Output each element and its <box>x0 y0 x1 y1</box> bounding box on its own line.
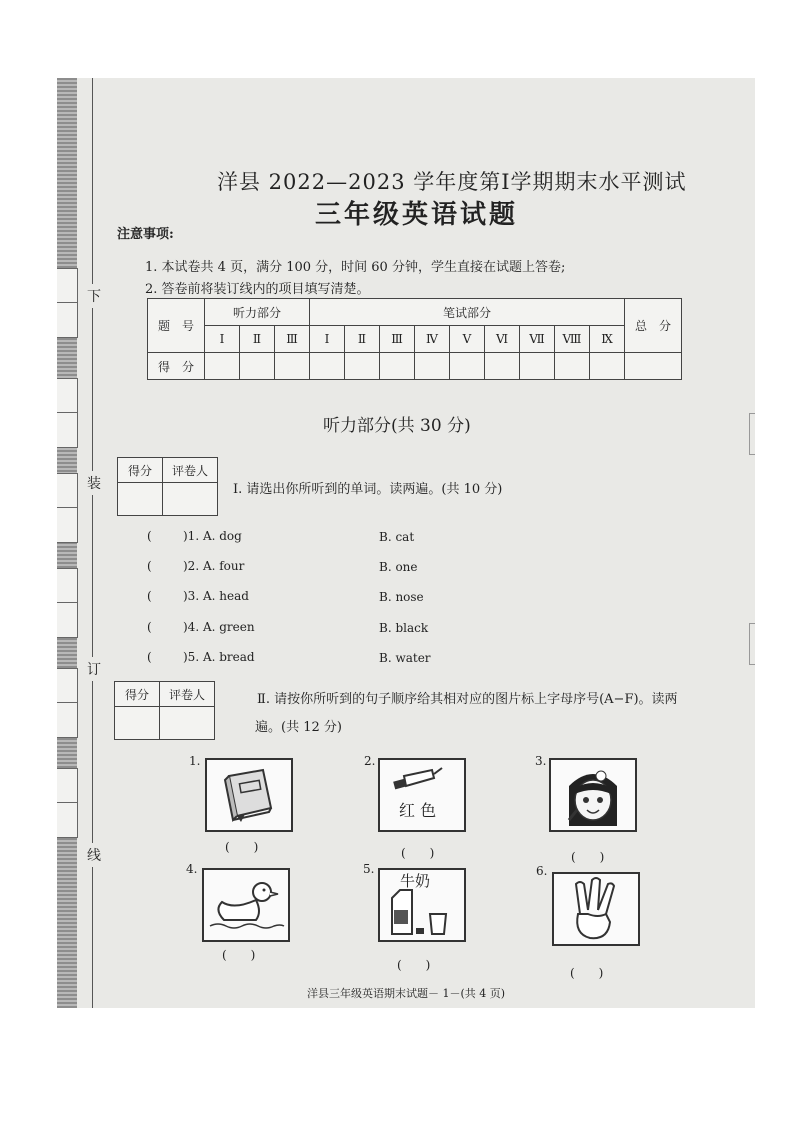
score-cell[interactable] <box>520 353 555 380</box>
grade-box-grader-cell[interactable] <box>160 707 215 740</box>
book-icon <box>207 760 291 830</box>
picture-number: 5. <box>363 862 375 876</box>
side-box <box>57 702 78 738</box>
score-cell[interactable] <box>485 353 520 380</box>
writing-col: Ⅰ <box>310 326 345 353</box>
picture-number: 4. <box>186 862 198 876</box>
picture-book <box>205 758 293 832</box>
score-cell[interactable] <box>590 353 625 380</box>
duck-icon <box>204 870 288 940</box>
answer-paren[interactable]: ( <box>147 559 152 573</box>
score-cell[interactable] <box>345 353 380 380</box>
section-title: 听力部分(共 30 分) <box>323 416 471 436</box>
part1-option-a: )1. A. dog <box>183 529 242 543</box>
part2-instruction-cont: 遍。(共 12 分) <box>255 720 342 735</box>
score-cell[interactable] <box>450 353 485 380</box>
picture-number: 3. <box>535 754 547 768</box>
row-label-question-number: 题 号 <box>148 299 205 353</box>
page-footer: 洋县三年级英语期末试题－ 1－(共 4 页) <box>307 987 506 1000</box>
part2-instruction: Ⅱ. 请按你所听到的句子顺序给其相对应的图片标上字母序号(A−F)。读两 <box>257 692 678 707</box>
answer-paren[interactable]: ( <box>147 589 152 603</box>
listening-col: Ⅲ <box>275 326 310 353</box>
writing-col: Ⅴ <box>450 326 485 353</box>
part1-option-b: B. water <box>379 651 431 665</box>
part1-instruction: Ⅰ. 请选出你所听到的单词。读两遍。(共 10 分) <box>233 482 503 497</box>
part1-option-a: )5. A. bread <box>183 650 255 664</box>
writing-col: Ⅱ <box>345 326 380 353</box>
grade-box-grader-cell[interactable] <box>163 483 218 516</box>
score-cell[interactable] <box>415 353 450 380</box>
picture-answer-paren[interactable]: ( ) <box>570 966 604 980</box>
picture-answer-paren[interactable]: ( ) <box>571 850 605 864</box>
answer-paren[interactable]: ( <box>147 620 152 634</box>
notes-heading: 注意事项: <box>117 227 174 242</box>
grade-box-score-label: 得分 <box>115 682 160 707</box>
picture-answer-paren[interactable]: ( ) <box>401 846 435 860</box>
side-box <box>57 768 78 804</box>
row-label-score: 得 分 <box>148 353 205 380</box>
listening-header: 听力部分 <box>205 299 310 326</box>
listening-col: Ⅱ <box>240 326 275 353</box>
side-box <box>57 302 78 338</box>
picture-answer-paren[interactable]: ( ) <box>225 840 259 854</box>
answer-paren[interactable]: ( <box>147 529 152 543</box>
part1-option-b: B. nose <box>379 590 424 604</box>
score-cell[interactable] <box>275 353 310 380</box>
three-fingers-icon <box>554 874 638 944</box>
side-box <box>57 412 78 448</box>
picture-answer-paren[interactable]: ( ) <box>222 948 256 962</box>
grade-box <box>114 681 215 740</box>
score-cell[interactable] <box>240 353 275 380</box>
picture-number: 6. <box>536 864 548 878</box>
part1-option-b: B. cat <box>379 530 415 544</box>
picture-duck <box>202 868 290 942</box>
part1-option-b: B. one <box>379 560 418 574</box>
score-cell[interactable] <box>310 353 345 380</box>
grade-box-score-cell[interactable] <box>118 483 163 516</box>
picture-three-fingers <box>552 872 640 946</box>
ghost-box <box>749 623 755 665</box>
grade-box-grader-label: 评卷人 <box>163 458 218 483</box>
exam-subtitle: 三年级英语试题 <box>315 200 519 230</box>
binding-char: 订 <box>87 657 101 681</box>
exam-paper <box>57 78 755 1008</box>
writing-header: 笔试部分 <box>310 299 625 326</box>
grade-box-grader-label: 评卷人 <box>160 682 215 707</box>
picture-number: 2. <box>364 754 376 768</box>
score-cell[interactable] <box>555 353 590 380</box>
side-box <box>57 668 78 704</box>
side-box <box>57 802 78 838</box>
grade-box-score-label: 得分 <box>118 458 163 483</box>
writing-col: Ⅸ <box>590 326 625 353</box>
score-cell[interactable] <box>380 353 415 380</box>
part1-option-a: )2. A. four <box>183 559 245 573</box>
side-box <box>57 507 78 543</box>
picture-number: 1. <box>189 754 201 768</box>
side-box <box>57 268 78 304</box>
girl-face-icon <box>551 760 635 830</box>
side-box <box>57 602 78 638</box>
grade-box <box>117 457 218 516</box>
picture-caption: 牛奶 <box>400 872 431 890</box>
exam-title: 洋县 2022—2023 学年度第Ⅰ学期期末水平测试 <box>217 170 687 194</box>
answer-paren[interactable]: ( <box>147 650 152 664</box>
total-score-cell[interactable] <box>625 353 682 380</box>
binding-char: 线 <box>87 843 101 867</box>
picture-answer-paren[interactable]: ( ) <box>397 958 431 972</box>
writing-col: Ⅷ <box>555 326 590 353</box>
total-header: 总 分 <box>625 299 682 353</box>
binding-line <box>92 78 93 1008</box>
part1-option-a: )3. A. head <box>183 589 249 603</box>
side-box <box>57 378 78 414</box>
binding-strip <box>57 78 77 1008</box>
binding-char: 装 <box>87 471 101 495</box>
score-cell[interactable] <box>205 353 240 380</box>
grade-box-score-cell[interactable] <box>115 707 160 740</box>
binding-char: 下 <box>87 284 101 308</box>
picture-caption: 红 色 <box>399 801 437 820</box>
side-box <box>57 568 78 604</box>
writing-col: Ⅳ <box>415 326 450 353</box>
writing-col: Ⅵ <box>485 326 520 353</box>
note-item: 2. 答卷前将装订线内的项目填写清楚。 <box>145 282 370 297</box>
ghost-box <box>749 413 755 455</box>
note-item: 1. 本试卷共 4 页，满分 100 分，时间 60 分钟，学生直接在试题上答卷; <box>145 260 566 275</box>
part1-option-b: B. black <box>379 621 429 635</box>
side-box <box>57 473 78 509</box>
writing-col: Ⅲ <box>380 326 415 353</box>
part1-option-a: )4. A. green <box>183 620 255 634</box>
writing-col: Ⅶ <box>520 326 555 353</box>
listening-col: Ⅰ <box>205 326 240 353</box>
picture-girl-face <box>549 758 637 832</box>
score-table <box>147 298 682 380</box>
